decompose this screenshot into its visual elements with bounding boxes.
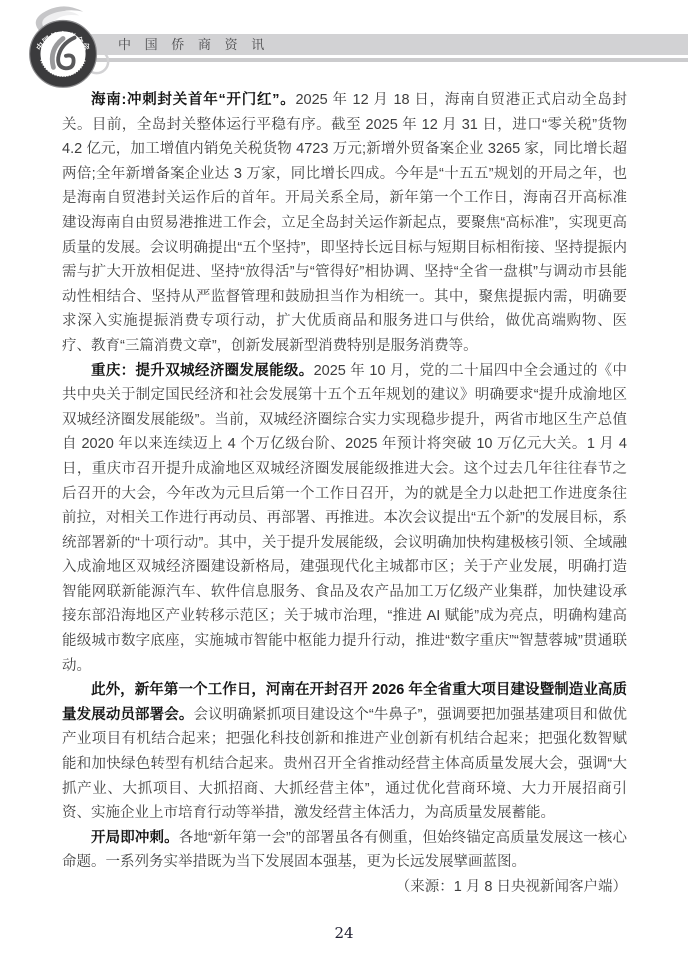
source-attribution: （来源：1 月 8 日央视新闻客户端） xyxy=(395,879,627,895)
paragraph-text: 2025 年 12 月 18 日，海南自贸港正式启动全岛封关。目前，全岛封关整体运行平稳有序。截至 2025 年 12 月 31 日，进口“零关税”货物 4.2 亿元，加工增值内销免关税货物 4723 万元;新增外贸备案企业 3265 家，同比增长超两倍;全年新增备案企业达 3 万家，同比增长四成。今年是“十五五”规划的开局之年，也是海南自贸港封关运作后的首年。开局关系全局，新年第一个工作日，海南召开高标准建设海南自由贸易港推进工作会，立足全岛封关运作新起点，要聚焦“高标准”，实现更高质量的发展。会议明确提出“五个坚持”，即坚持长远目标与短期目标相衔接、坚持提振内需与扩大开放相促进、坚持“放得活”与“管得好”相协调、坚持“全省一盘棋”与调动市县能动性相结合、坚持从严监督管理和鼓励担当作为相统一。其中，聚焦提振内需，明确要求深入实施提振消费专项行动，扩大优质商品和服务进口与供给，做优高端购物、医疗、教育“三篇消费文章”，创新发展新型消费特别是服务消费等。 xyxy=(62,92,628,354)
paragraph-text: 各地“新年第一会”的部署虽各有侧重，但始终锚定高质量发展这一核心命题。一系列务实举措既为当下发展固本强基，更为长远发展擘画蓝图。 xyxy=(62,829,628,871)
paragraph-lead: 重庆：提升双城经济圈发展能级。 xyxy=(91,362,314,379)
paragraph-lead: 开局即冲刺。 xyxy=(91,829,179,846)
masthead-rule xyxy=(40,58,688,62)
logo-ring-text: 中国侨商联合会 xyxy=(34,30,92,53)
paragraph-lead: 此外，新年第一个工作日，河南在开封召开 2026 年全省重大项目建设暨制造业高质量发展动员部署会。 xyxy=(62,682,627,723)
paragraph-text: 会议明确紧抓项目建设这个“牛鼻子”，强调要把加强基建项目和做优产业项目有机结合起来；把强化科技创新和推进产业创新有机结合起来；把强化数智赋能和加快绿色转型有机结合起来。贵州召开全省推动经营主体高质量发展大会，强调“大抓产业、大抓项目、大抓招商、大抓经营主体”，通过优化营商环境、大力开展招商引资、实施企业上市培育行动等举措，激发经营主体活力，为高质量发展蓄能。 xyxy=(62,706,628,822)
paragraph-hainan xyxy=(62,88,627,359)
paragraph-chongqing xyxy=(62,359,627,679)
article-body xyxy=(0,88,688,900)
page-number: 24 xyxy=(334,924,354,942)
paragraph-conclusion xyxy=(62,826,627,875)
paragraph-lead: 海南:冲刺封关首年“开门红”。 xyxy=(91,92,296,108)
cfoce-logo-icon xyxy=(16,4,112,100)
paragraph-henan-guizhou xyxy=(62,678,627,826)
paragraph-text: 2025 年 10 月，党的二十届四中全会通过的《中共中央关于制定国民经济和社会发展第十五个五年规划的建议》明确要求“提升成渝地区双城经济圈发展能级”。当前，双城经济圈综合实力实现稳步提升，两省市地区生产总值自 2020 年以来连续迈上 4 个万亿级台阶、2025 年预计将突破 10 万亿元大关。1 月 4 日，重庆市召开提升成渝地区双城经济圈发展能级推进大会。这个过去几年往往春节之后召开的大会，今年改为元旦后第一个工作日召开，为的就是全力以赴把工作进度条往前拉，对相关工作进行再动员、再部署、再推进。本次会议提出“五个新”的发展目标，系统部署新的“十项行动”。其中，关于提升发展能级，会议明确加快构建极核引领、全域融入成渝地区双城经济圈建设新格局，建强现代化主城都市区；关于产业发展，明确打造智能网联新能源汽车、软件信息服务、食品及农产品加工万亿级产业集群，加快建设承接东部沿海地区产业转移示范区；关于城市治理，“推进 AI 赋能”成为亮点，明确构建高能级城市数字底座，实施城市智能中枢能力提升行动，推进“数字重庆”“智慧蓉城”贯通联动。 xyxy=(62,362,627,674)
masthead-title: 中国侨商资讯 xyxy=(118,37,278,52)
